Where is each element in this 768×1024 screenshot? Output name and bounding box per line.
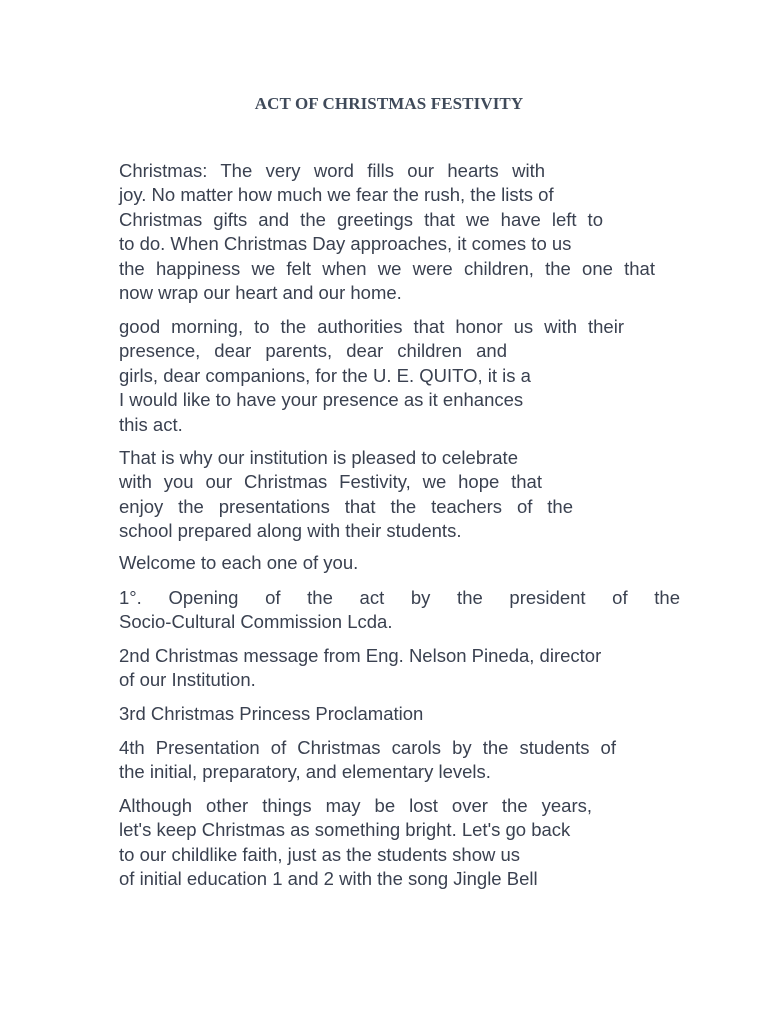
- paragraph-line: Welcome to each one of you.: [119, 552, 359, 573]
- paragraph-line: good morning, to the authorities that honor us with their: [119, 316, 624, 337]
- paragraph-line: of initial education 1 and 2 with the song Jingle Bell: [119, 868, 538, 890]
- paragraph-line: Christmas: The very word fills our hearts with: [119, 160, 545, 181]
- paragraph-line: 1°. Opening of the act by the president of the: [119, 587, 680, 608]
- program-item-3: [119, 702, 519, 726]
- paragraph-line: enjoy the presentations that the teachers of the: [119, 495, 573, 517]
- paragraph-closing: [119, 794, 639, 892]
- paragraph-line: let's keep Christmas as something bright. Let's go back: [119, 819, 571, 841]
- paragraph-line: school prepared along with their students.: [119, 520, 462, 542]
- paragraph-line: the happiness we felt when we were children, the one that: [119, 257, 655, 279]
- paragraph-intro: [119, 159, 659, 305]
- paragraph-line: of our Institution.: [119, 669, 256, 691]
- program-item-1: [119, 586, 684, 635]
- paragraph-line: I would like to have your presence as it enhances: [119, 389, 524, 411]
- program-item-2: [119, 644, 639, 693]
- program-item-4: [119, 736, 639, 785]
- paragraph-line: now wrap our heart and our home.: [119, 282, 402, 304]
- paragraph-line: Although other things may be lost over the years,: [119, 795, 592, 816]
- paragraph-institution: [119, 446, 599, 544]
- paragraph-line: Socio-Cultural Commission Lcda.: [119, 611, 393, 633]
- paragraph-greeting: [119, 315, 639, 437]
- paragraph-line: to our childlike faith, just as the students show us: [119, 843, 521, 865]
- paragraph-line: Christmas gifts and the greetings that we have left to: [119, 208, 603, 230]
- paragraph-line: 2nd Christmas message from Eng. Nelson Pineda, director: [119, 645, 602, 666]
- paragraph-line: presence, dear parents, dear children and: [119, 340, 507, 362]
- paragraph-line: to do. When Christmas Day approaches, it comes to us: [119, 233, 572, 255]
- paragraph-welcome: [119, 551, 519, 575]
- paragraph-line: That is why our institution is pleased to celebrate: [119, 447, 518, 468]
- paragraph-line: joy. No matter how much we fear the rush, the lists of: [119, 184, 554, 206]
- paragraph-line: 3rd Christmas Princess Proclamation: [119, 703, 424, 724]
- paragraph-line: with you our Christmas Festivity, we hope that: [119, 471, 542, 493]
- document-title: ACT OF CHRISTMAS FESTIVITY: [254, 94, 524, 113]
- paragraph-line: 4th Presentation of Christmas carols by the students of: [119, 737, 616, 758]
- paragraph-line: girls, dear companions, for the U. E. QUITO, it is a: [119, 364, 531, 386]
- paragraph-line: this act.: [119, 413, 183, 435]
- paragraph-line: the initial, preparatory, and elementary levels.: [119, 761, 491, 783]
